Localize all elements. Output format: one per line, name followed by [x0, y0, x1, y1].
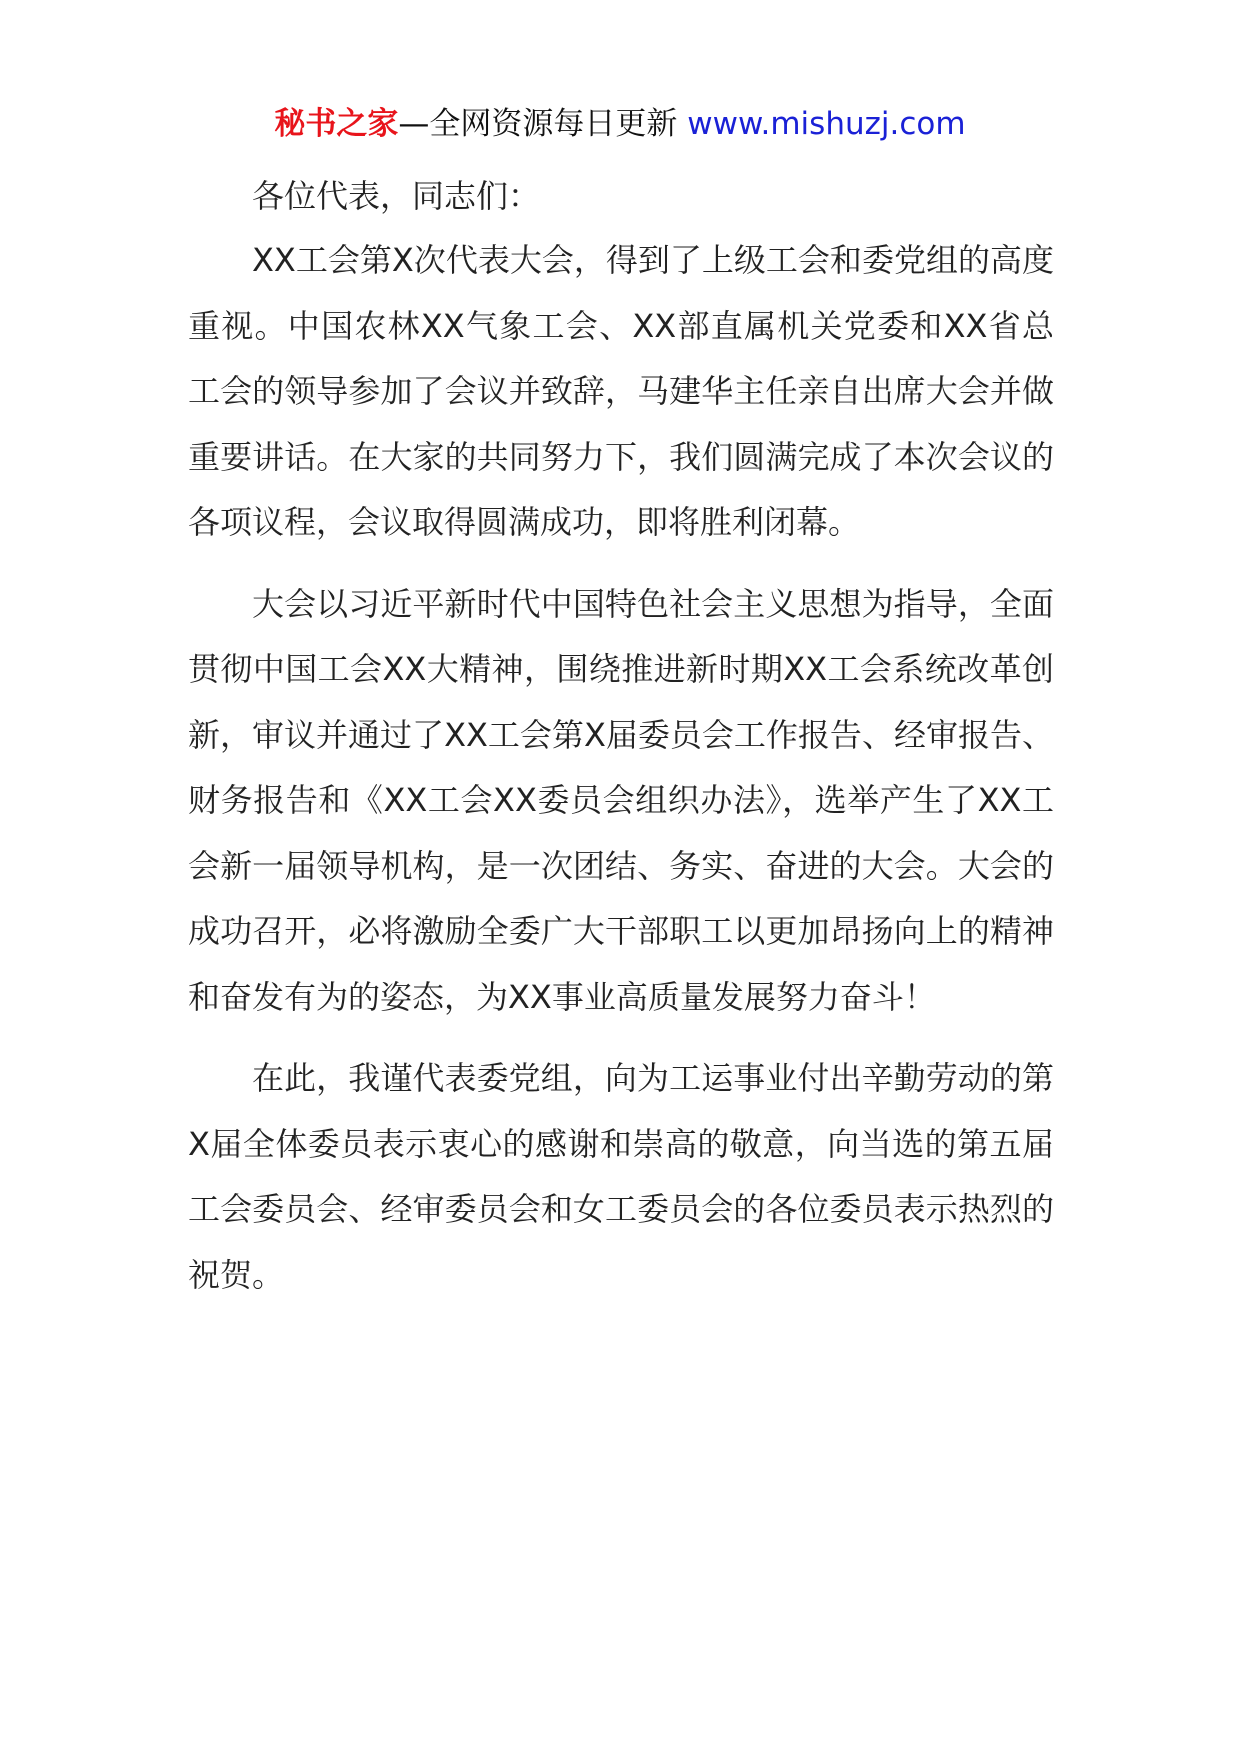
brand-name: 秘书之家 — [274, 106, 399, 142]
paragraph-1: XX工会第X次代表大会，得到了上级工会和委党组的高度重视。中国农林XX气象工会、XX部直属机关党委和XX省总工会的领导参加了会议并致辞，马建华主任亲自出席大会并做重要讲话。在大家的共同努力下，我们圆满完成了本次会议的各项议程，会议取得圆满成功，即将胜利闭幕。 — [188, 241, 1054, 541]
paragraph-3: 在此，我谨代表委党组，向为工运事业付出辛勤劳动的第X届全体委员表示衷心的感谢和崇高的敬意，向当选的第五届工会委员会、经审委员会和女工委员会的各位委员表示热烈的祝贺。 — [188, 1059, 1054, 1294]
header-tagline: —全网资源每日更新 — [398, 106, 678, 142]
paragraph-2: 大会以习近平新时代中国特色社会主义思想为指导，全面贯彻中国工会XX大精神，围绕推进新时期XX工会系统改革创新，审议并通过了XX工会第X届委员会工作报告、经审报告、财务报告和《XX工会XX委员会组织办法》，选举产生了XX工会新一届领导机构，是一次团结、务实、奋进的大会。大会的成功召开，必将激励全委广大干部职工以更加昂扬向上的精神和奋发有为的姿态，为XX事业高质量发展努力奋斗！ — [188, 584, 1054, 1016]
document-body — [188, 172, 1054, 1324]
page-header — [0, 100, 1240, 148]
salutation: 各位代表，同志们： — [252, 177, 541, 215]
site-url[interactable]: www.mishuzj.com — [687, 106, 966, 142]
